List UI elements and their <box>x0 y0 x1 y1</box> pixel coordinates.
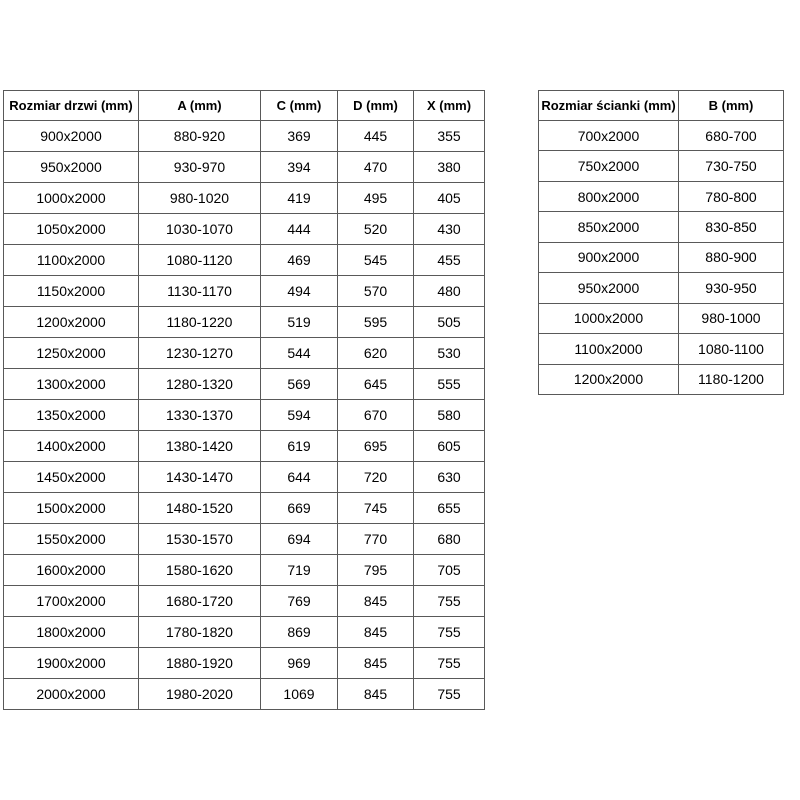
table-cell: 1380-1420 <box>139 431 261 462</box>
table-cell: 745 <box>338 493 414 524</box>
table-cell: 769 <box>261 586 338 617</box>
table-cell: 655 <box>414 493 485 524</box>
table-cell: 830-850 <box>679 212 784 242</box>
table-cell: 669 <box>261 493 338 524</box>
table-cell: 1080-1100 <box>679 334 784 364</box>
table-cell: 530 <box>414 338 485 369</box>
table-cell: 950x2000 <box>4 152 139 183</box>
table-cell: 430 <box>414 214 485 245</box>
table-cell: 1880-1920 <box>139 648 261 679</box>
table-cell: 1400x2000 <box>4 431 139 462</box>
table-cell: 619 <box>261 431 338 462</box>
table-row <box>4 400 485 431</box>
table-cell: 770 <box>338 524 414 555</box>
table-cell: 1300x2000 <box>4 369 139 400</box>
table-row <box>4 276 485 307</box>
table-cell: 369 <box>261 121 338 152</box>
table-cell: 1800x2000 <box>4 617 139 648</box>
table-cell: 469 <box>261 245 338 276</box>
table-cell: 580 <box>414 400 485 431</box>
table-cell: 1530-1570 <box>139 524 261 555</box>
table-cell: 494 <box>261 276 338 307</box>
table-row <box>4 214 485 245</box>
table-cell: 980-1000 <box>679 303 784 333</box>
table-cell: 850x2000 <box>539 212 679 242</box>
table-row <box>539 212 784 242</box>
table-cell: 700x2000 <box>539 121 679 151</box>
table-cell: 645 <box>338 369 414 400</box>
table-cell: 419 <box>261 183 338 214</box>
table-cell: 730-750 <box>679 151 784 181</box>
table-cell: 795 <box>338 555 414 586</box>
column-header: C (mm) <box>261 91 338 121</box>
table-row <box>4 462 485 493</box>
table-cell: 355 <box>414 121 485 152</box>
table-cell: 1150x2000 <box>4 276 139 307</box>
table-cell: 1100x2000 <box>4 245 139 276</box>
table-cell: 930-970 <box>139 152 261 183</box>
column-header: X (mm) <box>414 91 485 121</box>
table-cell: 1900x2000 <box>4 648 139 679</box>
table-cell: 470 <box>338 152 414 183</box>
table-cell: 930-950 <box>679 273 784 303</box>
table-row <box>4 648 485 679</box>
table-cell: 1480-1520 <box>139 493 261 524</box>
table-cell: 519 <box>261 307 338 338</box>
table-row <box>4 524 485 555</box>
table-row <box>539 151 784 181</box>
table-cell: 1680-1720 <box>139 586 261 617</box>
table-cell: 1980-2020 <box>139 679 261 710</box>
table-cell: 445 <box>338 121 414 152</box>
table-cell: 594 <box>261 400 338 431</box>
table-cell: 694 <box>261 524 338 555</box>
table-cell: 719 <box>261 555 338 586</box>
table-cell: 480 <box>414 276 485 307</box>
table-cell: 495 <box>338 183 414 214</box>
table-cell: 2000x2000 <box>4 679 139 710</box>
table-row <box>4 307 485 338</box>
table-cell: 1069 <box>261 679 338 710</box>
table-row <box>4 617 485 648</box>
table-cell: 1080-1120 <box>139 245 261 276</box>
table-cell: 1280-1320 <box>139 369 261 400</box>
table-row <box>4 245 485 276</box>
table-cell: 444 <box>261 214 338 245</box>
table-cell: 630 <box>414 462 485 493</box>
table-cell: 750x2000 <box>539 151 679 181</box>
table-cell: 1580-1620 <box>139 555 261 586</box>
table-row <box>539 121 784 151</box>
table-cell: 680-700 <box>679 121 784 151</box>
table-cell: 620 <box>338 338 414 369</box>
table-cell: 969 <box>261 648 338 679</box>
table-cell: 880-900 <box>679 242 784 272</box>
table-row <box>4 555 485 586</box>
table-cell: 1200x2000 <box>4 307 139 338</box>
table-cell: 1450x2000 <box>4 462 139 493</box>
table-cell: 1180-1220 <box>139 307 261 338</box>
table-cell: 755 <box>414 648 485 679</box>
table-row <box>4 586 485 617</box>
table-cell: 880-920 <box>139 121 261 152</box>
table-cell: 644 <box>261 462 338 493</box>
table-cell: 1050x2000 <box>4 214 139 245</box>
table-cell: 755 <box>414 617 485 648</box>
table-cell: 755 <box>414 679 485 710</box>
table-cell: 1700x2000 <box>4 586 139 617</box>
table-cell: 845 <box>338 648 414 679</box>
column-header: Rozmiar ścianki (mm) <box>539 91 679 121</box>
table-cell: 1200x2000 <box>539 364 679 395</box>
table-cell: 845 <box>338 586 414 617</box>
table-cell: 555 <box>414 369 485 400</box>
door-sizes-table <box>3 90 485 710</box>
header-row <box>539 91 784 121</box>
table-cell: 394 <box>261 152 338 183</box>
table-cell: 520 <box>338 214 414 245</box>
table-cell: 800x2000 <box>539 181 679 211</box>
table-row <box>4 121 485 152</box>
table-cell: 405 <box>414 183 485 214</box>
table-row <box>4 369 485 400</box>
table-cell: 680 <box>414 524 485 555</box>
column-header: Rozmiar drzwi (mm) <box>4 91 139 121</box>
table-cell: 1430-1470 <box>139 462 261 493</box>
table-cell: 380 <box>414 152 485 183</box>
table-row <box>539 273 784 303</box>
table-cell: 845 <box>338 617 414 648</box>
column-header: B (mm) <box>679 91 784 121</box>
table-row <box>539 334 784 364</box>
table-cell: 755 <box>414 586 485 617</box>
table-row <box>4 183 485 214</box>
table-cell: 1230-1270 <box>139 338 261 369</box>
table-row <box>539 181 784 211</box>
table-cell: 980-1020 <box>139 183 261 214</box>
table-cell: 1030-1070 <box>139 214 261 245</box>
table-row <box>4 152 485 183</box>
table-cell: 780-800 <box>679 181 784 211</box>
table-cell: 1350x2000 <box>4 400 139 431</box>
table-row <box>4 431 485 462</box>
table-cell: 1780-1820 <box>139 617 261 648</box>
table-cell: 1600x2000 <box>4 555 139 586</box>
table-row <box>4 338 485 369</box>
table-cell: 1000x2000 <box>4 183 139 214</box>
table-cell: 1000x2000 <box>539 303 679 333</box>
table-cell: 605 <box>414 431 485 462</box>
table-cell: 1500x2000 <box>4 493 139 524</box>
table-cell: 670 <box>338 400 414 431</box>
table-cell: 869 <box>261 617 338 648</box>
table-cell: 1330-1370 <box>139 400 261 431</box>
table-cell: 1100x2000 <box>539 334 679 364</box>
table-row <box>4 493 485 524</box>
table-cell: 1250x2000 <box>4 338 139 369</box>
wall-sizes-table <box>538 90 784 395</box>
table-cell: 1130-1170 <box>139 276 261 307</box>
table-cell: 545 <box>338 245 414 276</box>
table-row <box>539 364 784 395</box>
table-cell: 570 <box>338 276 414 307</box>
table-cell: 455 <box>414 245 485 276</box>
table-cell: 720 <box>338 462 414 493</box>
table-cell: 845 <box>338 679 414 710</box>
table-cell: 544 <box>261 338 338 369</box>
table-cell: 569 <box>261 369 338 400</box>
table-cell: 695 <box>338 431 414 462</box>
table-cell: 900x2000 <box>539 242 679 272</box>
table-cell: 1550x2000 <box>4 524 139 555</box>
header-row <box>4 91 485 121</box>
table-row <box>4 679 485 710</box>
table-cell: 950x2000 <box>539 273 679 303</box>
table-row <box>539 242 784 272</box>
table-row <box>539 303 784 333</box>
table-cell: 900x2000 <box>4 121 139 152</box>
table-cell: 705 <box>414 555 485 586</box>
column-header: A (mm) <box>139 91 261 121</box>
column-header: D (mm) <box>338 91 414 121</box>
table-cell: 505 <box>414 307 485 338</box>
table-cell: 595 <box>338 307 414 338</box>
table-cell: 1180-1200 <box>679 364 784 395</box>
